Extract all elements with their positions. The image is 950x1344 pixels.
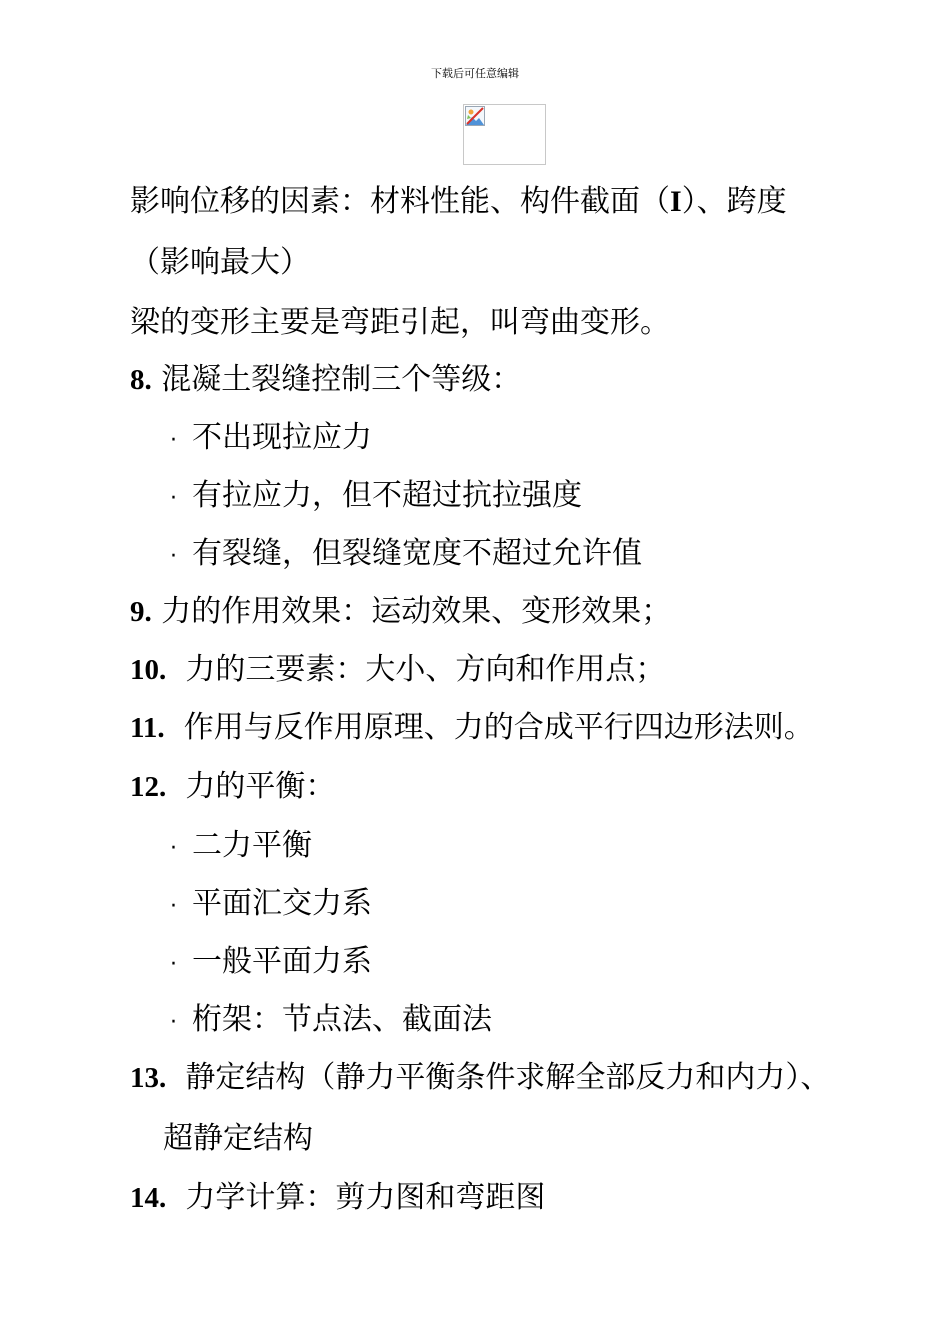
bullet-icon: · [170, 544, 177, 569]
bullet-item [170, 944, 372, 983]
bullet-icon: · [170, 836, 177, 861]
bullet-item [170, 886, 372, 925]
bullet-item [170, 536, 642, 575]
bullet-text: 一般平面力系 [192, 944, 372, 979]
bullet-icon: · [170, 952, 177, 977]
broken-image-placeholder [463, 104, 546, 165]
list-text: 力的平衡： [185, 769, 336, 804]
bullet-item [170, 1002, 492, 1041]
bullet-text: 桁架：节点法、截面法 [192, 1002, 492, 1037]
bullet-item [170, 828, 312, 867]
list-number: 11. [130, 712, 165, 744]
list-item-9 [130, 594, 671, 630]
list-number: 13. [130, 1062, 167, 1094]
list-item-12 [130, 769, 335, 805]
list-text: 力的三要素：大小、方向和作用点； [185, 652, 666, 687]
bullet-icon: · [170, 894, 177, 919]
list-item-10 [130, 652, 665, 688]
list-item-13-continuation: 超静定结构 [163, 1121, 313, 1156]
text-line-displacement-factors [130, 184, 787, 220]
list-number: 9. [130, 596, 152, 628]
list-text: 混凝土裂缝控制三个等级： [161, 362, 522, 397]
displacement-factors-part1: 影响位移的因素：材料性能、构件截面（ [130, 184, 670, 219]
bullet-item [170, 420, 372, 459]
list-item-14 [130, 1180, 545, 1216]
bullet-text: 不出现拉应力 [192, 420, 372, 455]
header-note: 下载后可任意编辑 [431, 67, 519, 80]
bullet-item [170, 478, 582, 517]
bullet-icon: · [170, 1010, 177, 1035]
list-text: 静定结构（静力平衡条件求解全部反力和内力）、 [185, 1060, 831, 1095]
list-number: 12. [130, 771, 167, 803]
displacement-factors-part2: ）、跨度 [681, 184, 787, 219]
list-number: 8. [130, 364, 152, 396]
list-item-11 [130, 710, 814, 746]
list-text: 力的作用效果：运动效果、变形效果； [161, 594, 672, 629]
bullet-text: 平面汇交力系 [192, 886, 372, 921]
list-number: 10. [130, 654, 167, 686]
bullet-icon: · [170, 428, 177, 453]
text-line-greatest-influence: （影响最大） [130, 245, 310, 280]
broken-image-icon [465, 106, 485, 126]
inertia-symbol: I [670, 185, 682, 218]
list-text: 作用与反作用原理、力的合成平行四边形法则。 [183, 710, 814, 745]
list-text: 力学计算：剪力图和弯距图 [185, 1180, 546, 1215]
bullet-text: 有拉应力，但不超过抗拉强度 [192, 478, 582, 513]
bullet-text: 二力平衡 [192, 828, 312, 863]
list-number: 14. [130, 1182, 167, 1214]
list-item-13 [130, 1060, 830, 1096]
bullet-text: 有裂缝，但裂缝宽度不超过允许值 [192, 536, 642, 571]
text-line-bending-deformation: 梁的变形主要是弯距引起，叫弯曲变形。 [130, 305, 670, 340]
list-item-8 [130, 362, 521, 398]
bullet-icon: · [170, 486, 177, 511]
